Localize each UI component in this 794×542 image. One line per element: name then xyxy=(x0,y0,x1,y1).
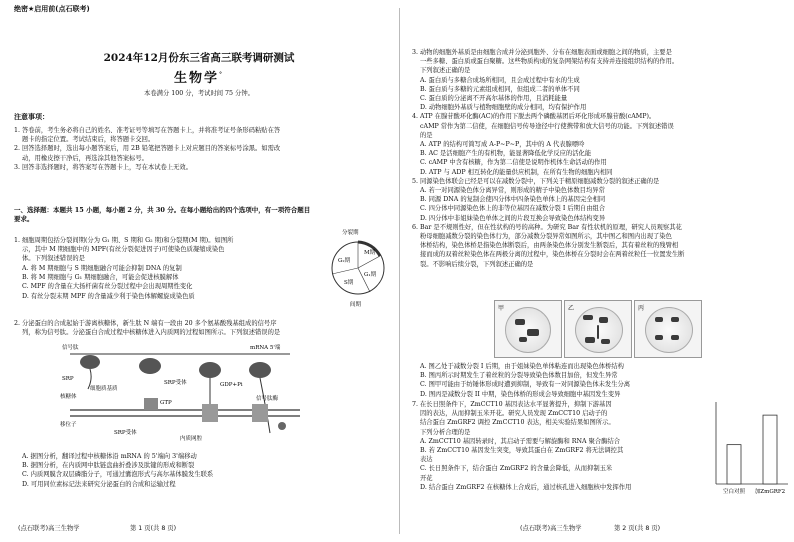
signal-peptidase xyxy=(278,422,286,430)
option-c: C. 四分体中同源染色体上的非等位基因在减数分裂 I 后期自由组合 xyxy=(420,205,606,213)
translocon xyxy=(252,404,268,422)
confidential-mark: 绝密★启用前(点石联考) xyxy=(14,5,90,13)
stem-line: 下列叙述正确的是 xyxy=(420,67,471,75)
label: GDP+Pi xyxy=(220,382,243,388)
notice-line: 1. 答卷前，考生务必将自己的姓名、准考证号等填写在答题卡上，并将准考证号条形码粘贴在答 xyxy=(14,127,281,134)
label: 内质网腔 xyxy=(180,436,203,442)
option-a: A. 将 M 期细胞与 S 期细胞融合可能会抑制 DNA 的复制 xyxy=(22,265,182,272)
option-b-cont: 表达 xyxy=(420,456,433,464)
option-c: C. cAMP 中含有核糖，作为第二信使是说明作机体生命活动的作用 xyxy=(420,159,607,167)
translocon xyxy=(202,404,218,422)
notice-line: 题卡的指定位置。考试结束后，将答题卡交回。 xyxy=(22,136,155,144)
bar-0 xyxy=(727,445,741,484)
label-g1: G₁期 xyxy=(364,272,377,278)
stem-line: 下列分析合理的是 xyxy=(420,428,471,436)
subject-title xyxy=(0,67,398,86)
label: SRP xyxy=(62,376,74,382)
ribosome-3 xyxy=(199,362,221,378)
stem-line: 结合蛋白 ZmGRF2 调控 ZmCCT10 表达，相关实验结果如图所示。 xyxy=(420,419,615,427)
stem-line: cAMP 常作为第二信使，在细胞信号传导途径中行使携带和放大信号的功能。下列叙述错误 xyxy=(420,122,674,130)
label: mRNA 5'端 xyxy=(250,345,281,351)
label-g2: G₂期 xyxy=(338,258,351,264)
option-d: D. 四分体中非姐妹染色单体之间的片段互换会导致染色体结构变异 xyxy=(420,214,606,222)
label-m: M期 xyxy=(364,250,376,256)
option-a: A. 若一对同源染色体分离异常，则形成的精子中染色体数目均异常 xyxy=(420,187,605,195)
label: GTP xyxy=(160,400,172,406)
label: 信号肽 xyxy=(62,345,79,351)
stem-line: 2. 分泌蛋白的合成起始于游离核糖体，新生肽 N 端有一段由 20 多个氨基酸残基组成的信号序 xyxy=(14,320,277,327)
x-tick-label: 加ZmGRF2 xyxy=(754,489,786,495)
ribosome-4 xyxy=(249,362,271,378)
expression-bar-chart xyxy=(704,396,790,500)
subject-mark: ° xyxy=(219,71,224,79)
option-d: D. 可用同位素标记法来研究分泌蛋白的合成和运输过程 xyxy=(22,480,176,488)
page-divider xyxy=(399,8,400,534)
option-c: C. 长日照条件下，结合蛋白 ZmGRF2 的含量会降低，从而抑制玉米 xyxy=(420,465,613,473)
chromosome xyxy=(655,335,663,340)
label: 信号肽酶 xyxy=(256,396,279,402)
srp-receptor xyxy=(144,398,158,410)
option-d: D. ATP 与 ADP 相互转化的能量供应机制，在所有生物的细胞内相同 xyxy=(420,168,613,176)
stem-line: 一些多糖、蛋白质或蛋白聚糖。这些物质构成的复杂网架结构有支持并连接组织结构的作用。 xyxy=(420,58,679,66)
option-c: C. 图甲可能由于纺锤体形成时遭到抑制，导致有一对同源染色体未发生分离 xyxy=(420,381,631,389)
label-interphase: 间期 xyxy=(350,302,362,308)
stem-line: 4. ATP 在腺苷酸环化酶(AC)的作用下脱去两个磷酸基团后环化形成环腺苷酸(cAMP)。 xyxy=(412,113,656,121)
option-b: B. 同源 DNA 的复制会使四分体中四条染色单体上的基因完全相同 xyxy=(420,196,606,204)
option-d: D. 动物细胞外基质与植物细胞壁的成分相同，均有保护作用 xyxy=(420,104,587,112)
notice-heading: 注意事项： xyxy=(14,112,49,121)
question-2-options xyxy=(22,452,392,489)
micrograph-b xyxy=(564,300,632,358)
stem-line: 1. 细胞周期包括分裂间期(分为 G₁ 期、S 期和 G₂ 期)和分裂期(M 期)。如图所 xyxy=(14,237,234,244)
chromosome xyxy=(601,339,610,344)
option-b: B. 图丙所示时期发生了着丝粒的分裂导致染色体数目加倍，但发生异常 xyxy=(420,372,618,380)
section-heading-line: 一、选择题：本题共 15 小题，每小题 2 分，共 30 分。在每小题给出的四个选项中，有一项符合题目 xyxy=(14,206,311,214)
chromosome xyxy=(655,317,663,322)
subject-name: 生物学 xyxy=(173,71,219,86)
option-b: B. 据图分析，在内质网中肽链盘曲折叠涉及肽键的形成和断裂 xyxy=(22,462,195,470)
chromosome xyxy=(671,335,679,340)
right-page xyxy=(404,0,794,542)
stem-line: 6. Bar 是不规则性好，但在性状构的号的高种。为研究 Bar 有性状机的原理，研究人员观察其花 xyxy=(412,223,682,231)
notice-line: 2. 回答选择题时，选出每小题答案后，用 2B 铅笔把答题卡上对应题目的答案标号涂黑。如需改 xyxy=(14,145,281,153)
ribosome-1 xyxy=(80,355,100,369)
stem-line: 体桥结构，染色体桥是指染色体断裂后，由两条染色体分别发生断裂后，其有着丝粒的残臂相 xyxy=(420,242,679,250)
micrograph-a xyxy=(494,300,562,358)
option-c: C. 内质网膜含双层磷脂分子，可通过囊泡形式与高尔基体膜发生联系 xyxy=(22,471,214,479)
option-a: A. 据图分析，翻译过程中核糖体沿 mRNA 的 5'端向 3'端移动 xyxy=(22,453,197,460)
label: 核糖体 xyxy=(60,394,77,400)
panel-label: 丙 xyxy=(638,305,645,312)
chromosome xyxy=(515,319,525,325)
micrograph-c xyxy=(634,300,702,358)
footer-page-number: 第 1 页(共 8 页) xyxy=(130,525,177,532)
label-mitotic: 分裂期 xyxy=(342,230,359,236)
question-1-stem xyxy=(14,236,264,264)
option-a: A. 图乙处于减数分裂 I 后期，由于姐妹染色单体粘连而出现染色体桥结构 xyxy=(420,363,624,370)
option-a: A. 蛋白质与多糖合成场所相同，且会成过程中有水的生成 xyxy=(420,76,580,84)
label-s: S期 xyxy=(344,280,354,286)
chromosome xyxy=(527,329,539,336)
footer-brand: (点石联考)高三生物学 xyxy=(520,525,582,532)
stem-line: 7. 在长日照条件下，ZmCCT10 基因表达水平显著提升，抑制下游基因 xyxy=(412,401,612,408)
cell-cycle-figure xyxy=(318,226,392,310)
chromosome-bridge xyxy=(597,325,599,339)
chromosome xyxy=(585,337,595,343)
panel-label: 乙 xyxy=(568,305,575,312)
footer-page-number: 第 2 页(共 8 页) xyxy=(614,525,661,532)
option-c: C. MPF 的含量在大扬杆菌有丝分裂过程中会出现周期性变化 xyxy=(22,283,193,291)
stem-line: 示，其中 M 期细胞中的 MPF(有丝分裂促进因子)可使染色质凝缩成染色 xyxy=(22,246,225,254)
option-c-cont: 开花 xyxy=(420,474,433,482)
section-heading-line: 要求。 xyxy=(14,215,34,224)
label: SRP受体 xyxy=(164,380,187,386)
question-1-options xyxy=(22,264,322,301)
label: 细胞质基质 xyxy=(90,386,118,392)
option-b: B. AC 是活细胞产生的有机物，能显著降低化学反应的活化能 xyxy=(420,150,592,158)
section-heading xyxy=(14,206,388,224)
exam-title: 2024年12月份东三省高三联考调研测试 xyxy=(103,52,295,64)
option-d: D. 结合蛋白 ZmGRF2 在核糖体上合成后，通过核孔进入细胞核中发挥作用 xyxy=(420,483,632,491)
label: 移位子 xyxy=(60,422,77,428)
cell xyxy=(645,307,693,353)
option-a: A. ZmCCT10 基因转录时，其启动子需要与解旋酶和 RNA 聚合酶结合 xyxy=(420,437,621,445)
panel-label: 甲 xyxy=(498,305,505,312)
option-b: B. 若 ZmCCT10 基因发生突变，导致其蛋白在 ZmGRF2 将无法调控其 xyxy=(420,447,624,455)
cell xyxy=(575,307,623,353)
label: SRP受体 xyxy=(114,430,137,436)
divider-line xyxy=(358,256,380,268)
x-tick-label: 空白对照 xyxy=(722,489,746,495)
option-b: B. 蛋白质与多糖的元素组成相同，但组成二者的单体不同 xyxy=(420,85,580,93)
chromosome xyxy=(519,337,527,342)
notice-line: 动，用橡皮擦干净后，再选涂其他答案标号。 xyxy=(22,154,148,162)
footer-brand: (点石联考)高三生物学 xyxy=(18,525,80,532)
question-6-options xyxy=(412,362,792,399)
stem-line: 接而成的双着丝粒染色体在两极分离的过程中，染色体桥在分裂时会在两着丝粒任一位置发生断 xyxy=(420,251,685,259)
bar-1 xyxy=(763,415,777,484)
score-line: 本卷满分 100 分，考试时间 75 分钟。 xyxy=(144,90,254,97)
option-b: B. 将 M 期细胞与 G₁ 期细胞融合，可能会促进核膜解体 xyxy=(22,274,179,282)
stem-line: 5. 同源染色体联会已经是可以在减数分裂中，下列关于精原细胞减数分裂的叙述正确的是 xyxy=(412,177,660,185)
notice-list xyxy=(14,126,388,172)
stem-line: 3. 动物的细胞外基质是由细胞合成并分泌到胞外、分布在细胞表面或细胞之间的物质，主要是 xyxy=(412,49,672,56)
question-2-stem xyxy=(14,319,388,337)
notice-line: 3. 回答非选择题时，将答案写在答题卡上，写在本试卷上无效。 xyxy=(14,163,193,171)
chromosome xyxy=(671,317,679,322)
option-c: C. 蛋白质的分泌离不开高尔基体的作用，且消耗能量 xyxy=(420,95,568,103)
ribosome-2 xyxy=(139,358,161,374)
stem-line: 的是 xyxy=(420,131,433,139)
stem-line: 列，称为信号肽。分泌蛋白合成过程中核糖体进入内质网的过程如图所示。下列叙述错误的是 xyxy=(22,329,281,337)
option-d: D. 图丙是减数分裂 II 中期，染色体桥的形成会导致细胞中基因发生变异 xyxy=(420,390,621,398)
option-d: D. 有丝分裂末期 MPF 的含量减少利于染色体解螺旋成染色质 xyxy=(22,292,195,300)
question-3 xyxy=(412,48,792,269)
srp-pathway-figure xyxy=(60,340,310,445)
stem-line: 因的表达，从而抑制玉米开花。研究人员发现 ZmCCT10 启动子的 xyxy=(420,410,608,418)
stem-line: 体。下列叙述错误的是 xyxy=(22,255,85,263)
divider-line xyxy=(332,268,358,274)
option-a: A. ATP 的结构可简写成 A-P~P~P，其中的 A 代表腺嘌呤 xyxy=(420,141,585,149)
question-7 xyxy=(412,400,692,492)
stem-line: 粉母细胞减数分裂的染色体行为，部分减数分裂异常如图所示，其中图乙和图内出现了染色 xyxy=(420,233,672,241)
stem-line: 裂。不影响后续分裂，下列叙述正确的是 xyxy=(420,260,534,268)
chromosome xyxy=(599,317,608,323)
chromosome xyxy=(583,315,593,320)
